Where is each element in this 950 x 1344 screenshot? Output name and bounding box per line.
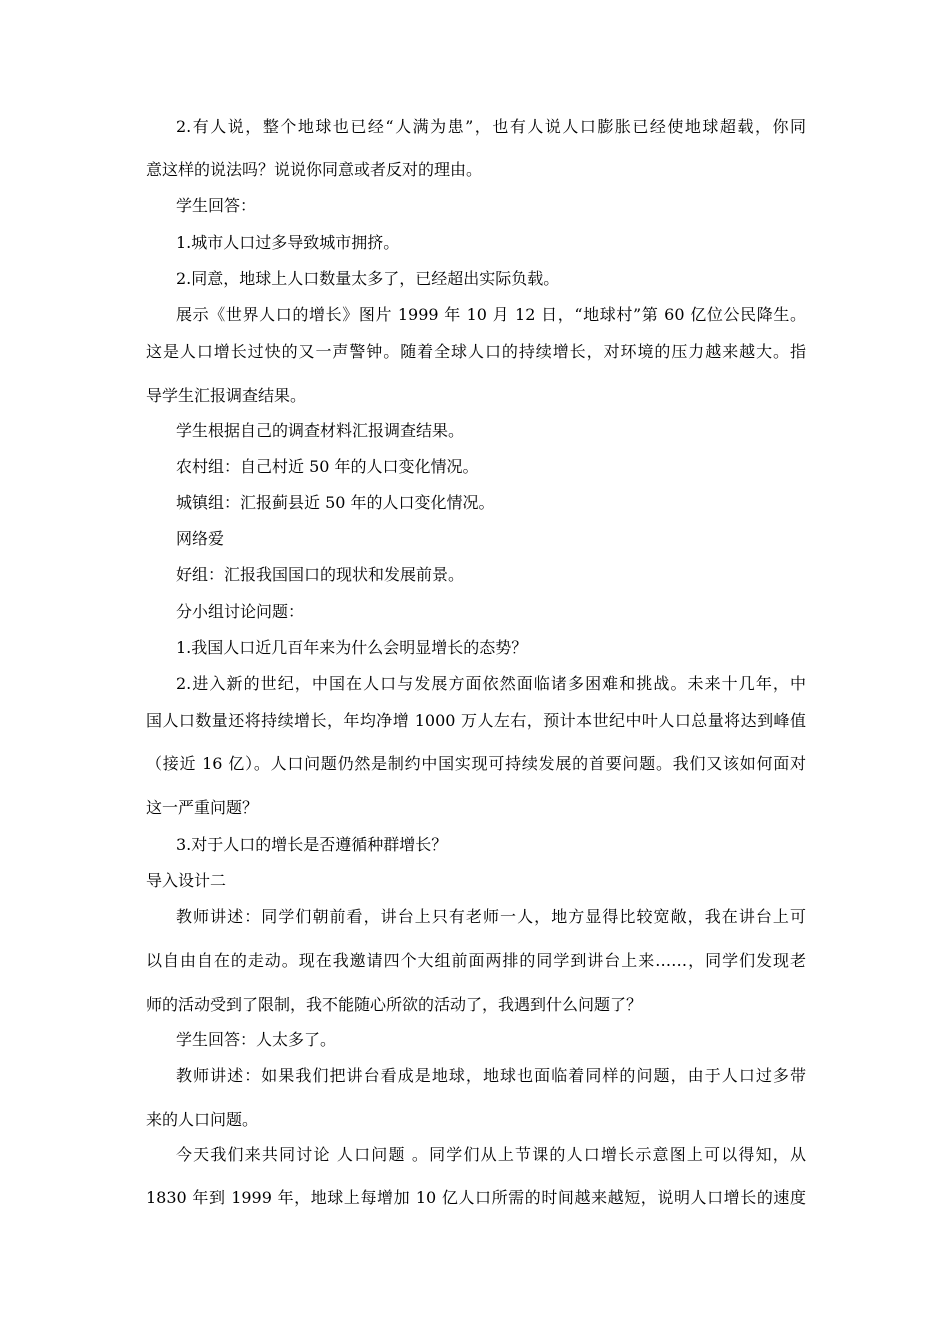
paragraph-line: 学生回答：人太多了。 [176,1030,337,1049]
paragraph-line: 学生回答： [176,196,257,215]
paragraph-line: 2.同意，地球上人口数量太多了，已经超出实际负载。 [176,269,560,288]
paragraph-line: 教师讲述：同学们朝前看，讲台上只有老师一人，地方显得比较宽敞，我在讲台上可 [176,907,806,926]
paragraph-line: 1830 年到 1999 年，地球上每增加 10 亿人口所需的时间越来越短，说明人口增长的速度 [146,1188,806,1207]
paragraph-line: 这是人口增长过快的又一声警钟。随着全球人口的持续增长，对环境的压力越来越大。指 [146,342,806,361]
paragraph-line: 1.城市人口过多导致城市拥挤。 [176,233,400,252]
paragraph-line: 好组：汇报我国国口的现状和发展前景。 [176,565,465,584]
paragraph-line: 师的活动受到了限制，我不能随心所欲的活动了，我遇到什么问题了？ [146,995,643,1014]
paragraph-line: 意这样的说法吗？说说你同意或者反对的理由。 [146,160,483,179]
paragraph-line: （接近 16 亿）。人口问题仍然是制约中国实现可持续发展的首要问题。我们又该如何面对 [146,754,806,773]
paragraph-line: 国人口数量还将持续增长，年均净增 1000 万人左右，预计本世纪中叶人口总量将达到峰值 [146,711,806,730]
paragraph-line: 展示《世界人口的增长》图片 1999 年 10 月 12 日，“地球村”第 60 亿位公民降生。 [176,305,806,324]
paragraph-line: 学生根据自己的调查材料汇报调查结果。 [176,421,465,440]
paragraph-line: 分小组讨论问题： [176,602,305,621]
paragraph-line: 这一严重问题？ [146,798,259,817]
paragraph-line: 2.进入新的世纪，中国在人口与发展方面依然面临诸多困难和挑战。未来十几年，中 [176,674,806,693]
paragraph-line: 来的人口问题。 [146,1110,259,1129]
paragraph-line: 以自由自在的走动。现在我邀请四个大组前面两排的同学到讲台上来……，同学们发现老 [146,951,806,970]
paragraph-line: 1.我国人口近几百年来为什么会明显增长的态势？ [176,638,528,657]
paragraph-line: 教师讲述：如果我们把讲台看成是地球，地球也面临着同样的问题，由于人口过多带 [176,1066,806,1085]
paragraph-line: 2.有人说，整个地球也已经“人满为患”，也有人说人口膨胀已经使地球超载，你同 [176,117,806,136]
paragraph-line: 城镇组：汇报蓟县近 50 年的人口变化情况。 [176,493,495,512]
paragraph-line: 网络爱 [176,529,225,548]
paragraph-line: 农村组：自己村近 50 年的人口变化情况。 [176,457,479,476]
paragraph-line: 导学生汇报调查结果。 [146,386,307,405]
paragraph-line: 3.对于人口的增长是否遵循种群增长？ [176,835,448,854]
paragraph-line: 导入设计二 [146,871,227,890]
paragraph-line: 今天我们来共同讨论 人口问题 。同学们从上节课的人口增长示意图上可以得知，从 [176,1145,806,1164]
